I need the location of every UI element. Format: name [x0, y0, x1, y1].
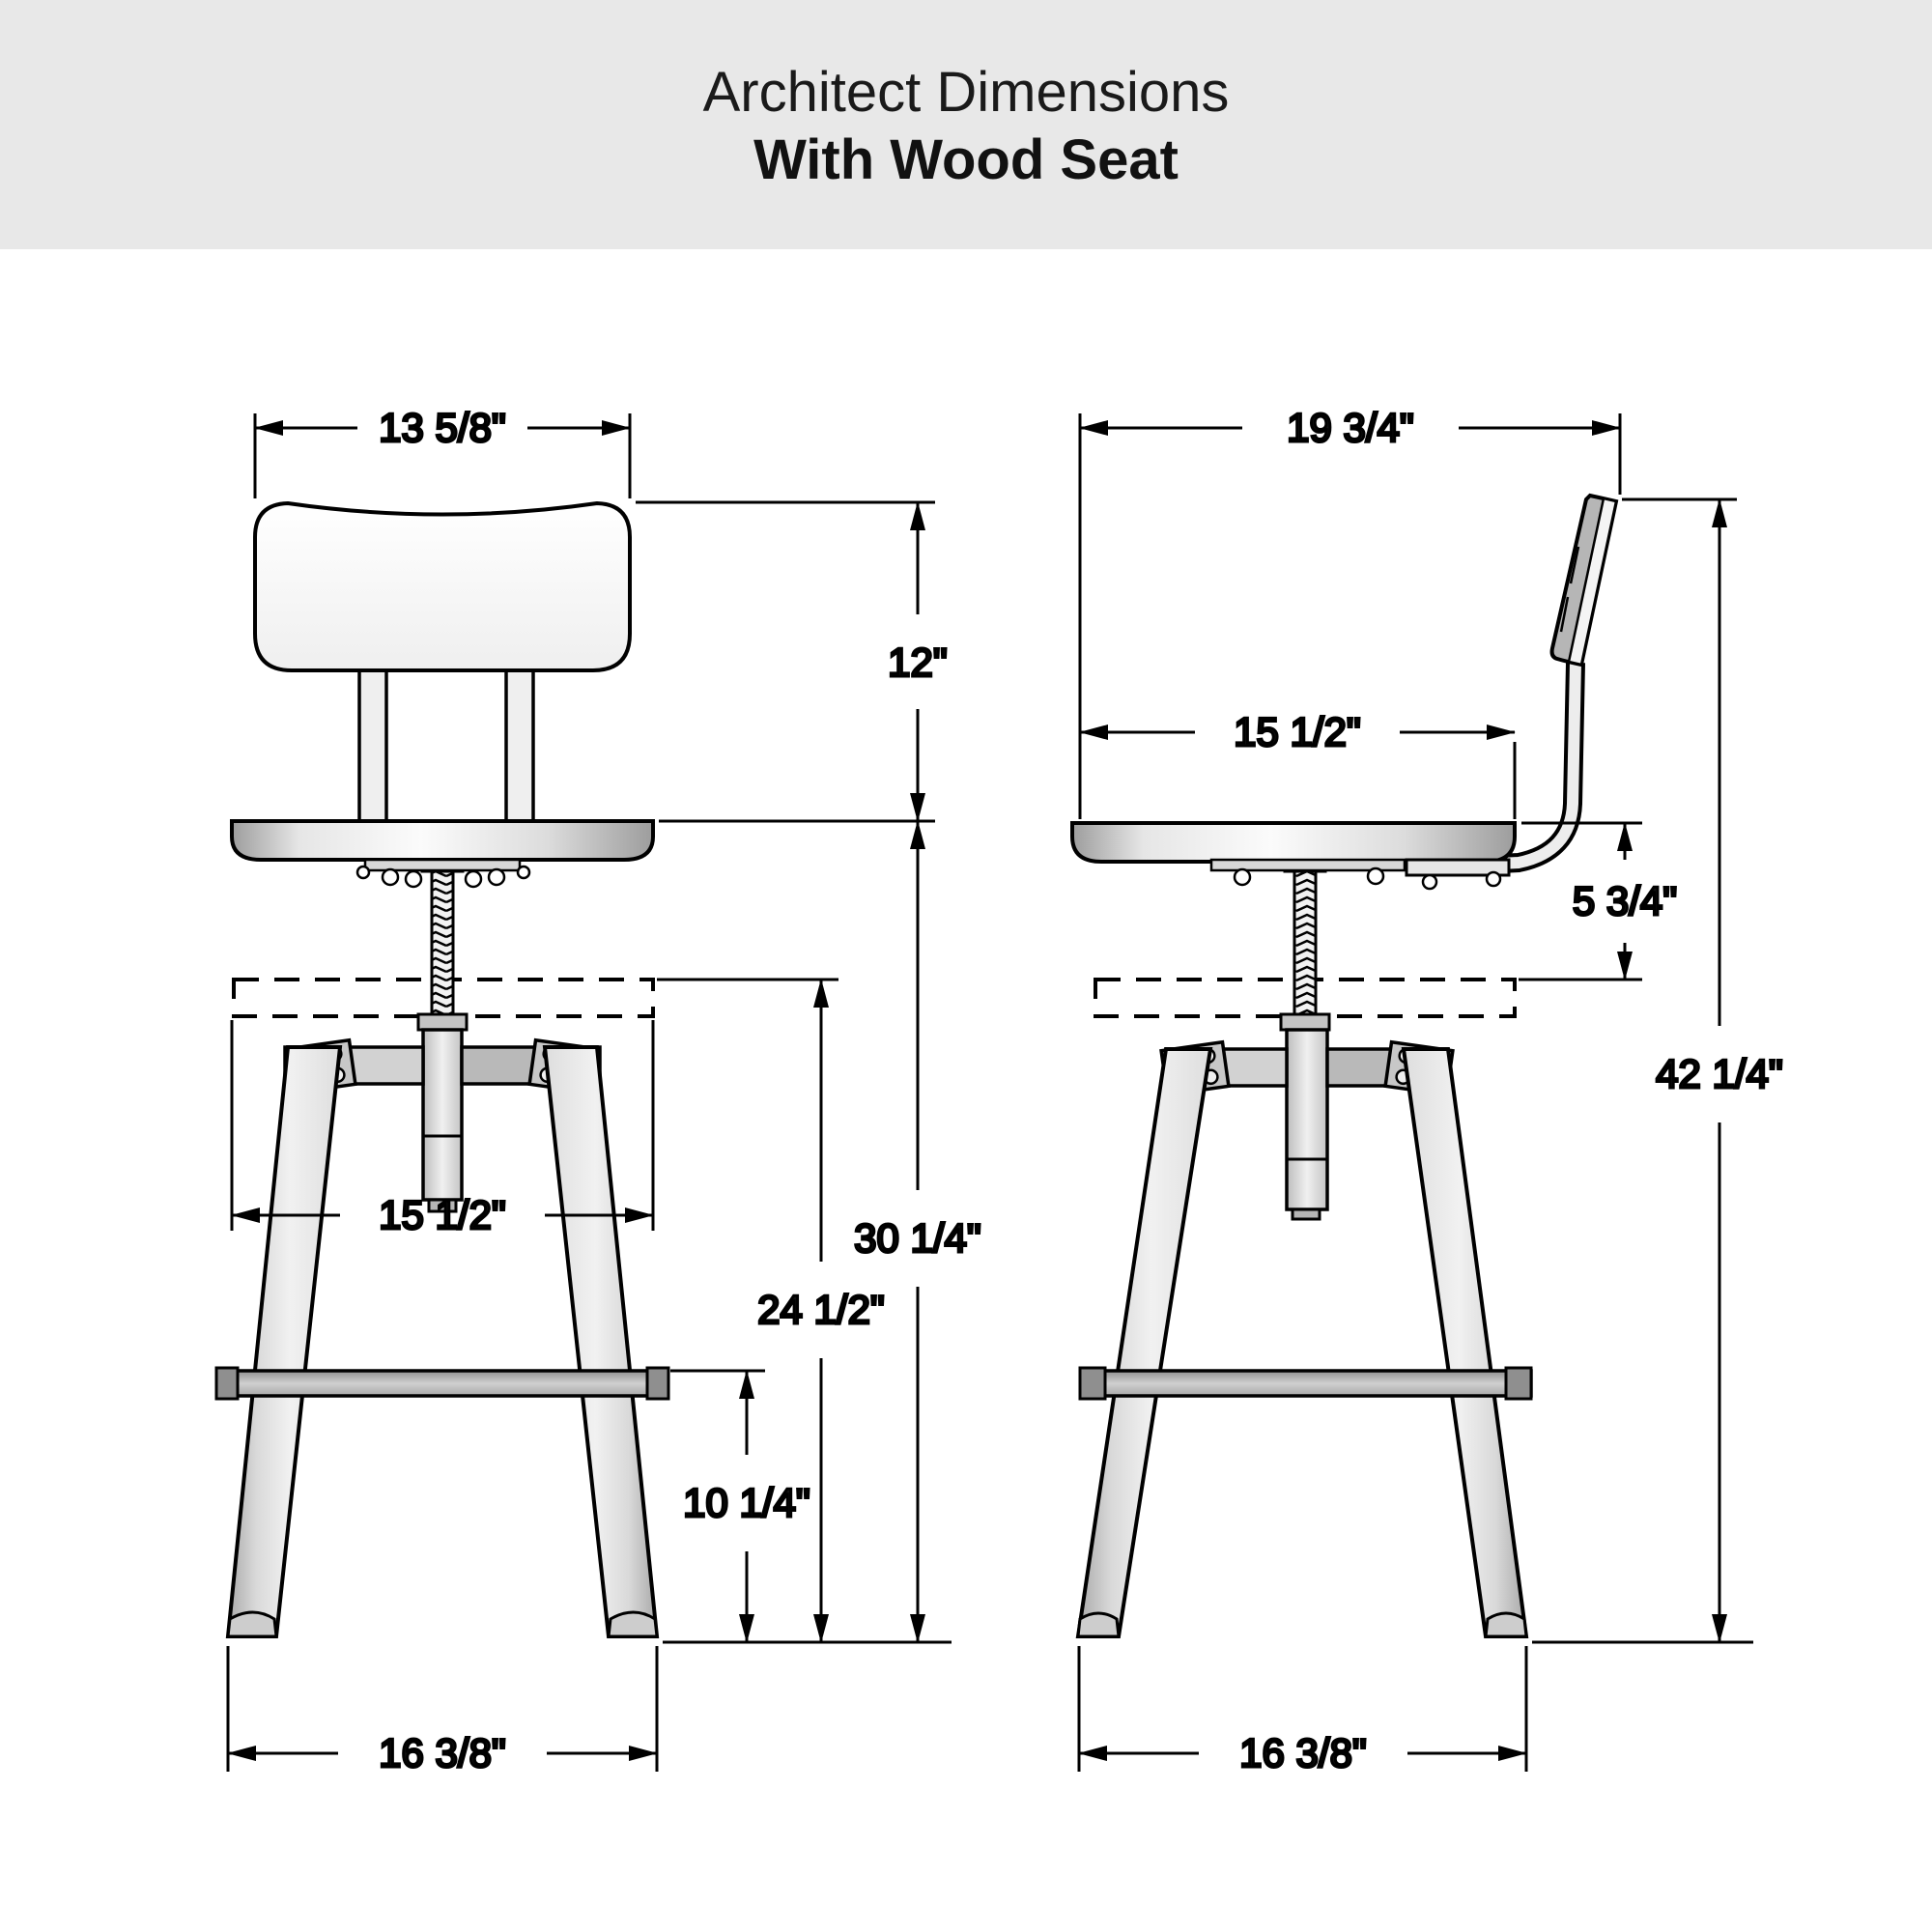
foot-glide-rear — [1486, 1613, 1526, 1636]
footrest-cap-left — [216, 1368, 238, 1399]
wood-seat-front — [232, 821, 653, 860]
front-leg-left — [228, 1047, 340, 1636]
dim-overall-height-label: 42 1/4" — [1656, 1051, 1783, 1096]
footrest-cap-rear — [1506, 1368, 1531, 1399]
center-column-side — [1287, 1030, 1327, 1209]
center-column-front — [423, 1030, 462, 1200]
footrest-cap-front — [1080, 1368, 1105, 1399]
stool-side-view — [1072, 496, 1616, 1636]
adjustment-screw — [432, 869, 453, 1026]
foot-glide-left — [228, 1612, 276, 1636]
adjustment-screw-side — [1294, 869, 1316, 1026]
dim-seat-height-min-label: 24 1/2" — [757, 1287, 885, 1332]
page-title: Architect Dimensions — [702, 61, 1230, 124]
dim-seat-width-label: 15 1/2" — [379, 1192, 506, 1237]
foot-glide-right — [609, 1612, 657, 1636]
dim-base-width-label: 16 3/8" — [379, 1730, 506, 1776]
screw-bottom-collar-side — [1281, 1014, 1329, 1030]
footrest-bar-front — [220, 1371, 665, 1396]
page-subtitle: With Wood Seat — [753, 128, 1179, 191]
header — [0, 0, 1932, 249]
wood-seat-side — [1072, 823, 1515, 862]
column-foot-cap-side — [1293, 1209, 1320, 1219]
dim-overall-depth-label: 19 3/4" — [1287, 405, 1414, 450]
backrest-support-right — [506, 670, 533, 825]
screw-bottom-collar — [418, 1014, 467, 1030]
front-leg-right — [545, 1047, 657, 1636]
foot-glide-front — [1078, 1613, 1119, 1636]
footrest-bar-side — [1084, 1371, 1531, 1396]
dim-footrest-height-label: 10 1/4" — [683, 1480, 810, 1525]
side-leg-rear — [1404, 1049, 1526, 1636]
footrest-cap-right — [647, 1368, 668, 1399]
dim-seat-depth-label: 15 1/2" — [1234, 709, 1361, 754]
dim-base-depth-label: 16 3/8" — [1239, 1730, 1367, 1776]
dim-backrest-width-label: 13 5/8" — [379, 405, 506, 450]
dim-seat-height-max-label: 30 1/4" — [854, 1215, 981, 1261]
dim-backrest-height-label: 12" — [888, 639, 948, 685]
backrest-support-left — [359, 670, 386, 825]
side-leg-front — [1078, 1049, 1210, 1636]
header-band — [0, 0, 1932, 249]
stool-front-view — [216, 503, 668, 1636]
backrest-pad — [255, 503, 630, 670]
dim-height-adjustment-label: 5 3/4" — [1572, 878, 1678, 923]
